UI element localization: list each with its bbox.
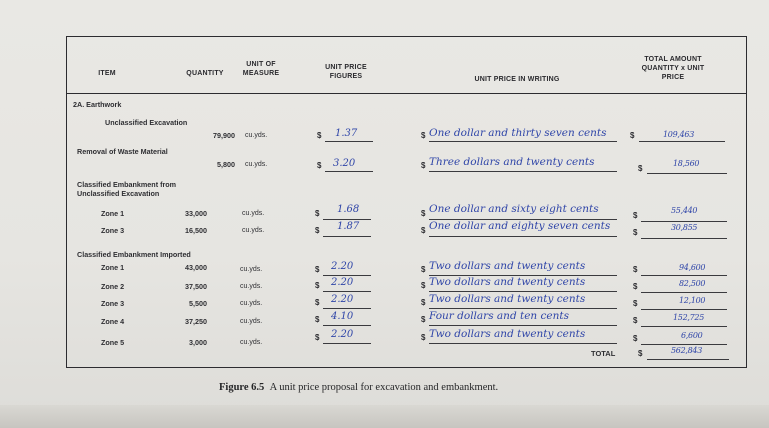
- row-words: Two dollars and twenty cents: [429, 276, 586, 288]
- price-dollar-sign: $: [315, 226, 320, 235]
- zone-label: Zone 3: [101, 299, 125, 308]
- group-label: Classified Embankment Imported: [77, 250, 191, 259]
- row-quantity: 33,000: [185, 209, 207, 218]
- words-blank-line: [429, 308, 617, 309]
- total-blank-line: [647, 359, 729, 360]
- section-title: 2A. Earthwork: [73, 100, 122, 109]
- total-dollar-sign: $: [633, 299, 638, 308]
- total-blank-line: [641, 326, 727, 327]
- header-quantity: QUANTITY: [186, 70, 224, 77]
- total-dollar-sign: $: [633, 265, 638, 274]
- group-label: Classified Embankment from: [77, 180, 177, 189]
- row-total: 109,463: [663, 130, 694, 139]
- header-item: ITEM: [98, 70, 116, 77]
- total-blank-line: [641, 309, 727, 310]
- words-blank-line: [429, 325, 617, 326]
- row-quantity: 37,500: [185, 282, 207, 291]
- total-blank-line: [647, 173, 727, 174]
- row-total: 55,440: [671, 206, 698, 215]
- price-dollar-sign: $: [315, 298, 320, 307]
- row-price: 2.20: [331, 277, 354, 288]
- total-blank-line: [641, 238, 727, 239]
- row-words: One dollar and thirty seven cents: [429, 127, 607, 139]
- zone-label: Zone 1: [101, 263, 125, 272]
- price-blank-line: [323, 308, 371, 309]
- row-unit: cu.yds.: [240, 339, 263, 346]
- total-dollar-sign: $: [630, 131, 635, 140]
- zone-label: Zone 1: [101, 209, 125, 218]
- group-label: Unclassified Excavation: [77, 189, 160, 198]
- row-words: Two dollars and twenty cents: [429, 293, 586, 305]
- price-blank-line: [323, 343, 371, 344]
- header-divider: [67, 93, 746, 94]
- row-price: 1.37: [335, 128, 358, 139]
- row-words: One dollar and eighty seven cents: [429, 220, 611, 232]
- price-blank-line: [325, 141, 373, 142]
- row-unit: cu.yds.: [245, 161, 268, 168]
- row-total: 30,855: [671, 223, 698, 232]
- words-dollar-sign: $: [421, 131, 426, 140]
- row-words: Four dollars and ten cents: [429, 310, 569, 322]
- row-total: 152,725: [673, 313, 704, 322]
- words-dollar-sign: $: [421, 161, 426, 170]
- row-total: 18,560: [673, 159, 700, 168]
- price-blank-line: [323, 291, 371, 292]
- row-quantity: 79,900: [213, 131, 235, 140]
- row-quantity: 37,250: [185, 317, 207, 326]
- total-label: TOTAL: [591, 349, 616, 358]
- header-unit-price-figures: UNIT PRICE FIGURES: [325, 64, 367, 80]
- row-total: 94,600: [679, 263, 706, 272]
- row-unit: cu.yds.: [240, 318, 263, 325]
- price-blank-line: [323, 236, 371, 237]
- row-unit: cu.yds.: [240, 283, 263, 290]
- words-dollar-sign: $: [421, 209, 426, 218]
- total-blank-line: [641, 275, 727, 276]
- row-unit: cu.yds.: [242, 227, 265, 234]
- zone-label: Zone 5: [101, 338, 125, 347]
- header-unit-measure: UNIT OF MEASURE: [242, 61, 280, 77]
- figure-number: Figure 6.5: [219, 382, 265, 393]
- figure-caption: [219, 382, 498, 393]
- price-blank-line: [323, 219, 371, 220]
- proposal-table: [66, 36, 747, 368]
- price-blank-line: [323, 275, 371, 276]
- words-dollar-sign: $: [421, 281, 426, 290]
- words-dollar-sign: $: [421, 226, 426, 235]
- row-price: 2.20: [331, 261, 354, 272]
- words-blank-line: [429, 141, 617, 142]
- total-dollar-sign: $: [633, 334, 638, 343]
- price-dollar-sign: $: [317, 131, 322, 140]
- words-dollar-sign: $: [421, 265, 426, 274]
- row-quantity: 5,500: [189, 299, 207, 308]
- row-unit: cu.yds.: [240, 266, 263, 273]
- row-unit: cu.yds.: [245, 132, 268, 139]
- price-dollar-sign: $: [315, 265, 320, 274]
- price-dollar-sign: $: [317, 161, 322, 170]
- words-dollar-sign: $: [421, 333, 426, 342]
- figure-caption-text: A unit price proposal for excavation and embankment.: [269, 382, 499, 393]
- total-dollar-sign: $: [633, 228, 638, 237]
- row-words: One dollar and sixty eight cents: [429, 203, 599, 215]
- page-bottom-edge: [0, 405, 769, 428]
- price-blank-line: [323, 325, 371, 326]
- total-dollar-sign: $: [633, 282, 638, 291]
- row-price: 1.68: [337, 204, 360, 215]
- row-price: 2.20: [331, 329, 354, 340]
- row-total: 6,600: [681, 331, 703, 340]
- total-dollar-sign: $: [633, 211, 638, 220]
- row-price: 4.10: [331, 311, 354, 322]
- words-blank-line: [429, 291, 617, 292]
- row-total: 82,500: [679, 279, 706, 288]
- row-total: 12,100: [679, 296, 706, 305]
- total-dollar-sign: $: [638, 349, 643, 358]
- row-label: Removal of Waste Material: [77, 147, 168, 156]
- row-unit: cu.yds.: [240, 300, 263, 307]
- zone-label: Zone 2: [101, 282, 125, 291]
- row-quantity: 16,500: [185, 226, 207, 235]
- row-words: Two dollars and twenty cents: [429, 260, 586, 272]
- price-dollar-sign: $: [315, 209, 320, 218]
- total-blank-line: [639, 141, 725, 142]
- header-unit-price-writing: UNIT PRICE IN WRITING: [474, 76, 560, 83]
- row-price: 2.20: [331, 294, 354, 305]
- row-quantity: 3,000: [189, 338, 207, 347]
- row-price: 1.87: [337, 221, 360, 232]
- row-words: Three dollars and twenty cents: [429, 156, 595, 168]
- total-dollar-sign: $: [638, 164, 643, 173]
- row-price: 3.20: [333, 158, 356, 169]
- words-blank-line: [429, 171, 617, 172]
- zone-label: Zone 4: [101, 317, 125, 326]
- price-dollar-sign: $: [315, 333, 320, 342]
- price-dollar-sign: $: [315, 315, 320, 324]
- grand-total: 562,843: [671, 346, 702, 355]
- row-label: Unclassified Excavation: [105, 118, 188, 127]
- price-blank-line: [325, 171, 373, 172]
- row-words: Two dollars and twenty cents: [429, 328, 586, 340]
- words-dollar-sign: $: [421, 315, 426, 324]
- row-quantity: 43,000: [185, 263, 207, 272]
- row-unit: cu.yds.: [242, 210, 265, 217]
- words-dollar-sign: $: [421, 298, 426, 307]
- words-blank-line: [429, 236, 617, 237]
- row-quantity: 5,800: [217, 160, 235, 169]
- total-blank-line: [641, 292, 727, 293]
- header-total-amount: TOTAL AMOUNT QUANTITY x UNIT PRICE: [641, 56, 705, 81]
- price-dollar-sign: $: [315, 281, 320, 290]
- zone-label: Zone 3: [101, 226, 125, 235]
- words-blank-line: [429, 343, 617, 344]
- total-dollar-sign: $: [633, 316, 638, 325]
